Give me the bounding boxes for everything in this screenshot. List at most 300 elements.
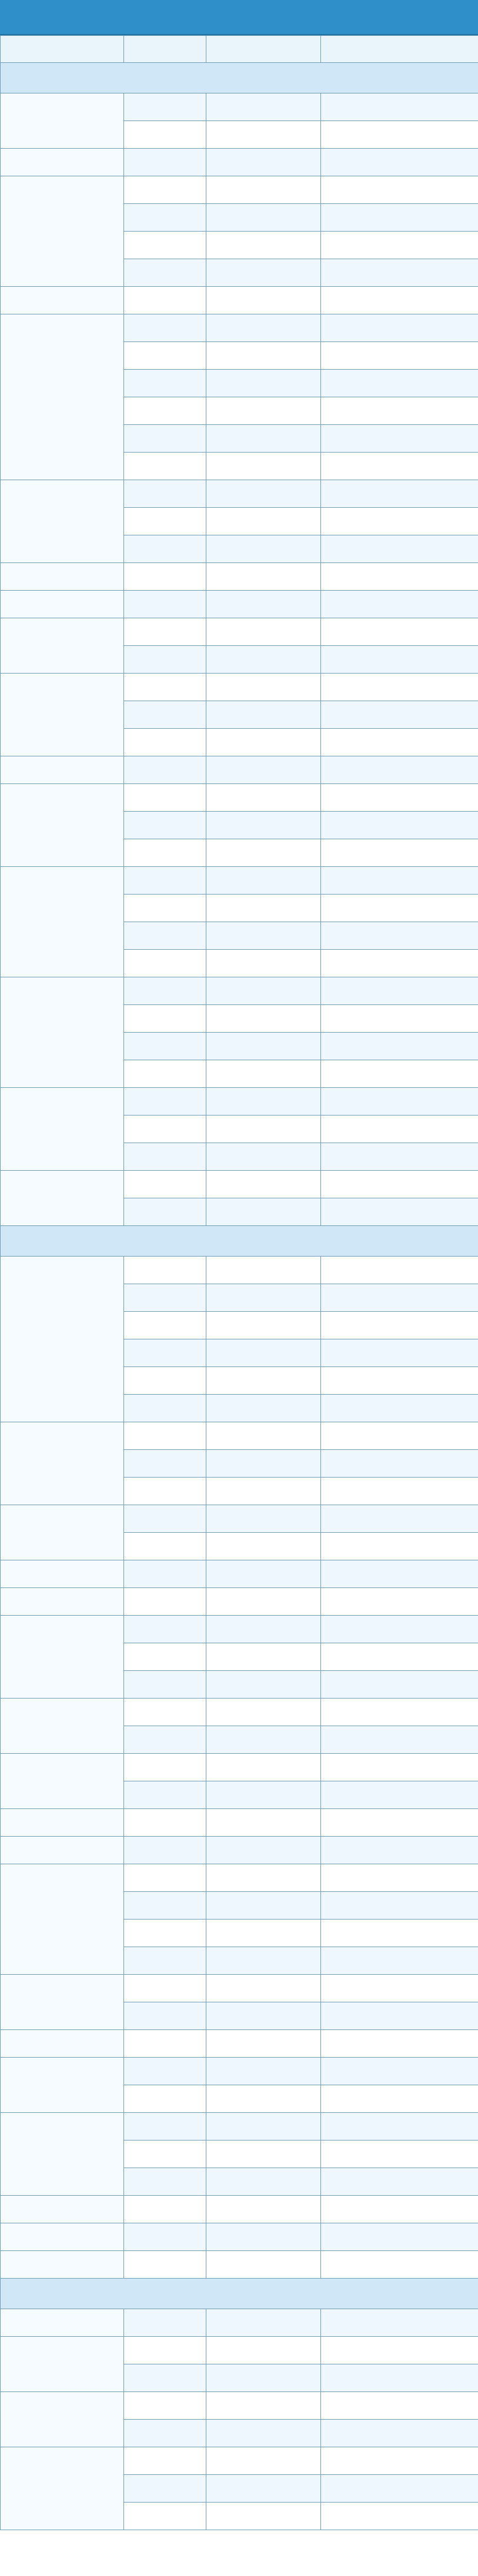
doctor-cell [124, 1198, 206, 1226]
doctor-cell [124, 2475, 206, 2503]
rank-cell [206, 2196, 321, 2223]
doctor-cell [124, 2030, 206, 2058]
rank-cell [206, 1198, 321, 1226]
time-cell [321, 1033, 478, 1060]
rank-cell [206, 2085, 321, 2113]
time-cell [321, 1005, 478, 1033]
department-cell [1, 1560, 124, 1588]
doctor-cell [124, 370, 206, 397]
department-cell [1, 2251, 124, 2279]
department-cell [1, 1588, 124, 1616]
time-cell [321, 1920, 478, 1947]
rank-cell [206, 1920, 321, 1947]
rank-cell [206, 1754, 321, 1781]
time-cell [321, 314, 478, 342]
time-cell [321, 729, 478, 756]
time-cell [321, 2030, 478, 2058]
doctor-cell [124, 2309, 206, 2337]
time-cell [321, 1837, 478, 1864]
department-cell [1, 149, 124, 176]
doctor-cell [124, 2392, 206, 2420]
time-cell [321, 370, 478, 397]
doctor-cell [124, 839, 206, 867]
time-cell [321, 1726, 478, 1754]
rank-cell [206, 2223, 321, 2251]
doctor-cell [124, 2113, 206, 2140]
rank-cell [206, 2251, 321, 2279]
rank-cell [206, 922, 321, 950]
section-title [1, 2279, 478, 2309]
schedule-body [1, 63, 478, 2530]
doctor-cell [124, 453, 206, 480]
department-cell [1, 2309, 124, 2337]
time-cell [321, 535, 478, 563]
doctor-cell [124, 2251, 206, 2279]
department-cell [1, 618, 124, 674]
time-cell [321, 2002, 478, 2030]
rank-cell [206, 977, 321, 1005]
table-row [1, 1699, 478, 1726]
department-cell [1, 176, 124, 287]
department-cell [1, 1975, 124, 2030]
time-cell [321, 1312, 478, 1339]
time-cell [321, 784, 478, 812]
rank-cell [206, 1033, 321, 1060]
rank-cell [206, 2113, 321, 2140]
time-cell [321, 922, 478, 950]
rank-cell [206, 1312, 321, 1339]
rank-cell [206, 1975, 321, 2002]
rank-cell [206, 370, 321, 397]
table-row [1, 2113, 478, 2140]
rank-cell [206, 701, 321, 729]
rank-cell [206, 2030, 321, 2058]
rank-cell [206, 950, 321, 977]
time-cell [321, 2196, 478, 2223]
department-cell [1, 1809, 124, 1837]
rank-cell [206, 618, 321, 646]
doctor-cell [124, 701, 206, 729]
doctor-cell [124, 618, 206, 646]
table-row [1, 1560, 478, 1588]
department-cell [1, 2113, 124, 2196]
table-row [1, 1616, 478, 1643]
doctor-cell [124, 149, 206, 176]
doctor-cell [124, 204, 206, 232]
doctor-cell [124, 1533, 206, 1560]
rank-cell [206, 2140, 321, 2168]
schedule-table [0, 35, 478, 2530]
table-row [1, 977, 478, 1005]
time-cell [321, 1088, 478, 1116]
department-cell [1, 563, 124, 591]
doctor-cell [124, 1892, 206, 1920]
doctor-cell [124, 1284, 206, 1312]
table-row [1, 480, 478, 508]
department-cell [1, 93, 124, 149]
rank-cell [206, 2058, 321, 2085]
time-cell [321, 812, 478, 839]
time-cell [321, 839, 478, 867]
doctor-cell [124, 314, 206, 342]
doctor-cell [124, 1450, 206, 1478]
rank-cell [206, 1422, 321, 1450]
doctor-cell [124, 1975, 206, 2002]
department-cell [1, 2392, 124, 2447]
time-cell [321, 895, 478, 922]
header-dept [1, 36, 124, 63]
time-cell [321, 1339, 478, 1367]
rank-cell [206, 287, 321, 314]
rank-cell [206, 1947, 321, 1975]
table-row [1, 618, 478, 646]
rank-cell [206, 2447, 321, 2475]
header-time [321, 36, 478, 63]
time-cell [321, 1864, 478, 1892]
department-cell [1, 867, 124, 977]
table-row [1, 314, 478, 342]
time-cell [321, 149, 478, 176]
time-cell [321, 2475, 478, 2503]
time-cell [321, 2392, 478, 2420]
time-cell [321, 1478, 478, 1505]
rank-cell [206, 729, 321, 756]
rank-cell [206, 1837, 321, 1864]
table-row [1, 2058, 478, 2085]
header-doctor [124, 36, 206, 63]
department-cell [1, 2337, 124, 2392]
time-cell [321, 591, 478, 618]
time-cell [321, 1198, 478, 1226]
time-cell [321, 1533, 478, 1560]
doctor-cell [124, 259, 206, 287]
rank-cell [206, 784, 321, 812]
doctor-cell [124, 232, 206, 259]
rank-cell [206, 1809, 321, 1837]
doctor-cell [124, 425, 206, 453]
section-title [1, 1226, 478, 1257]
rank-cell [206, 1699, 321, 1726]
rank-cell [206, 756, 321, 784]
time-cell [321, 1947, 478, 1975]
time-cell [321, 2223, 478, 2251]
doctor-cell [124, 2085, 206, 2113]
table-row [1, 149, 478, 176]
time-cell [321, 121, 478, 149]
doctor-cell [124, 2058, 206, 2085]
rank-cell [206, 1339, 321, 1367]
rank-cell [206, 1781, 321, 1809]
doctor-cell [124, 535, 206, 563]
time-cell [321, 453, 478, 480]
doctor-cell [124, 784, 206, 812]
rank-cell [206, 1367, 321, 1395]
doctor-cell [124, 121, 206, 149]
section-header-row [1, 1226, 478, 1257]
doctor-cell [124, 1312, 206, 1339]
rank-cell [206, 1671, 321, 1699]
time-cell [321, 287, 478, 314]
table-row [1, 1864, 478, 1892]
rank-cell [206, 259, 321, 287]
rank-cell [206, 204, 321, 232]
time-cell [321, 977, 478, 1005]
table-row [1, 1754, 478, 1781]
rank-cell [206, 508, 321, 535]
time-cell [321, 867, 478, 895]
doctor-cell [124, 1505, 206, 1533]
table-row [1, 2309, 478, 2337]
doctor-cell [124, 977, 206, 1005]
doctor-cell [124, 2447, 206, 2475]
rank-cell [206, 1284, 321, 1312]
time-cell [321, 2085, 478, 2113]
doctor-cell [124, 2503, 206, 2530]
rank-cell [206, 1005, 321, 1033]
doctor-cell [124, 2196, 206, 2223]
rank-cell [206, 121, 321, 149]
doctor-cell [124, 812, 206, 839]
table-row [1, 1837, 478, 1864]
time-cell [321, 397, 478, 425]
department-cell [1, 2223, 124, 2251]
department-cell [1, 1837, 124, 1864]
table-row [1, 2196, 478, 2223]
rank-cell [206, 2475, 321, 2503]
department-cell [1, 1616, 124, 1699]
rank-cell [206, 1060, 321, 1088]
doctor-cell [124, 2420, 206, 2447]
doctor-cell [124, 2002, 206, 2030]
department-cell [1, 480, 124, 563]
rank-cell [206, 1643, 321, 1671]
doctor-cell [124, 591, 206, 618]
rank-cell [206, 2392, 321, 2420]
time-cell [321, 950, 478, 977]
time-cell [321, 1171, 478, 1198]
time-cell [321, 1143, 478, 1171]
table-row [1, 563, 478, 591]
table-row [1, 1257, 478, 1284]
time-cell [321, 1505, 478, 1533]
rank-cell [206, 342, 321, 370]
time-cell [321, 2058, 478, 2085]
time-cell [321, 1284, 478, 1312]
doctor-cell [124, 1781, 206, 1809]
doctor-cell [124, 1060, 206, 1088]
doctor-cell [124, 1257, 206, 1284]
time-cell [321, 1060, 478, 1088]
time-cell [321, 508, 478, 535]
rank-cell [206, 1560, 321, 1588]
rank-cell [206, 176, 321, 204]
rank-cell [206, 1257, 321, 1284]
time-cell [321, 2503, 478, 2530]
department-cell [1, 756, 124, 784]
table-row [1, 2392, 478, 2420]
doctor-cell [124, 2337, 206, 2364]
doctor-cell [124, 1837, 206, 1864]
doctor-cell [124, 950, 206, 977]
time-cell [321, 342, 478, 370]
rank-cell [206, 812, 321, 839]
table-row [1, 1088, 478, 1116]
time-cell [321, 2168, 478, 2196]
doctor-cell [124, 1171, 206, 1198]
doctor-cell [124, 1920, 206, 1947]
time-cell [321, 1975, 478, 2002]
table-row [1, 1809, 478, 1837]
department-cell [1, 674, 124, 756]
doctor-cell [124, 1560, 206, 1588]
time-cell [321, 1450, 478, 1478]
rank-cell [206, 1864, 321, 1892]
rank-cell [206, 2337, 321, 2364]
rank-cell [206, 1143, 321, 1171]
time-cell [321, 425, 478, 453]
table-row [1, 591, 478, 618]
doctor-cell [124, 1699, 206, 1726]
department-cell [1, 2030, 124, 2058]
table-row [1, 287, 478, 314]
table-row [1, 2030, 478, 2058]
doctor-cell [124, 1005, 206, 1033]
time-cell [321, 1754, 478, 1781]
table-row [1, 756, 478, 784]
rank-cell [206, 2309, 321, 2337]
rank-cell [206, 314, 321, 342]
doctor-cell [124, 2223, 206, 2251]
time-cell [321, 618, 478, 646]
doctor-cell [124, 397, 206, 425]
time-cell [321, 1367, 478, 1395]
rank-cell [206, 674, 321, 701]
doctor-cell [124, 1671, 206, 1699]
time-cell [321, 2309, 478, 2337]
rank-cell [206, 1533, 321, 1560]
time-cell [321, 1395, 478, 1422]
department-cell [1, 1505, 124, 1560]
rank-cell [206, 2002, 321, 2030]
rank-cell [206, 535, 321, 563]
doctor-cell [124, 287, 206, 314]
time-cell [321, 1781, 478, 1809]
department-cell [1, 1257, 124, 1422]
rank-cell [206, 1726, 321, 1754]
rank-cell [206, 563, 321, 591]
time-cell [321, 1809, 478, 1837]
rank-cell [206, 1450, 321, 1478]
rank-cell [206, 2503, 321, 2530]
doctor-cell [124, 508, 206, 535]
department-cell [1, 287, 124, 314]
doctor-cell [124, 480, 206, 508]
rank-cell [206, 1088, 321, 1116]
department-cell [1, 2196, 124, 2223]
doctor-cell [124, 1643, 206, 1671]
rank-cell [206, 1616, 321, 1643]
time-cell [321, 480, 478, 508]
doctor-cell [124, 1088, 206, 1116]
rank-cell [206, 397, 321, 425]
rank-cell [206, 839, 321, 867]
doctor-cell [124, 1616, 206, 1643]
table-row [1, 2447, 478, 2475]
doctor-cell [124, 1143, 206, 1171]
doctor-cell [124, 646, 206, 674]
rank-cell [206, 425, 321, 453]
time-cell [321, 1257, 478, 1284]
time-cell [321, 2420, 478, 2447]
time-cell [321, 2337, 478, 2364]
time-cell [321, 2364, 478, 2392]
section-header-row [1, 2279, 478, 2309]
time-cell [321, 756, 478, 784]
time-cell [321, 2447, 478, 2475]
table-row [1, 2251, 478, 2279]
rank-cell [206, 867, 321, 895]
header-rank [206, 36, 321, 63]
department-cell [1, 977, 124, 1088]
time-cell [321, 2251, 478, 2279]
doctor-cell [124, 1478, 206, 1505]
doctor-cell [124, 674, 206, 701]
time-cell [321, 176, 478, 204]
rank-cell [206, 232, 321, 259]
rank-cell [206, 1505, 321, 1533]
time-cell [321, 1422, 478, 1450]
doctor-cell [124, 342, 206, 370]
department-cell [1, 314, 124, 480]
time-cell [321, 259, 478, 287]
table-row [1, 93, 478, 121]
department-cell [1, 784, 124, 867]
doctor-cell [124, 1754, 206, 1781]
department-cell [1, 2058, 124, 2113]
table-row [1, 1975, 478, 2002]
rank-cell [206, 1892, 321, 1920]
rank-cell [206, 1478, 321, 1505]
time-cell [321, 1892, 478, 1920]
table-row [1, 176, 478, 204]
table-row [1, 674, 478, 701]
rank-cell [206, 2364, 321, 2392]
rank-cell [206, 591, 321, 618]
department-cell [1, 2447, 124, 2530]
time-cell [321, 1560, 478, 1588]
doctor-cell [124, 93, 206, 121]
time-cell [321, 1643, 478, 1671]
rank-cell [206, 1116, 321, 1143]
doctor-cell [124, 1947, 206, 1975]
doctor-cell [124, 1116, 206, 1143]
time-cell [321, 232, 478, 259]
rank-cell [206, 2168, 321, 2196]
table-row [1, 2337, 478, 2364]
rank-cell [206, 2420, 321, 2447]
time-cell [321, 204, 478, 232]
table-row [1, 867, 478, 895]
time-cell [321, 1588, 478, 1616]
rank-cell [206, 480, 321, 508]
doctor-cell [124, 2140, 206, 2168]
time-cell [321, 1116, 478, 1143]
doctor-cell [124, 176, 206, 204]
doctor-cell [124, 1809, 206, 1837]
page-title [0, 0, 478, 35]
doctor-cell [124, 922, 206, 950]
rank-cell [206, 93, 321, 121]
